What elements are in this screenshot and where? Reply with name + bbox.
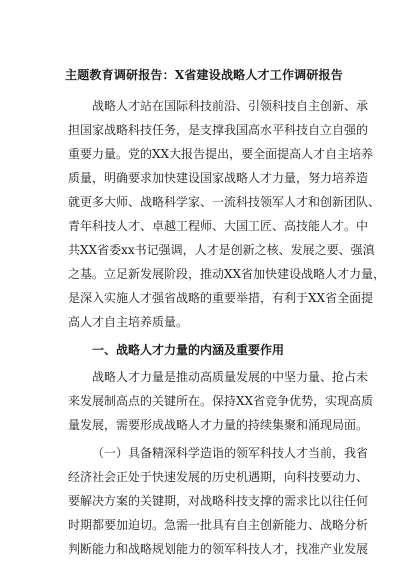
intro-line: 战略人才站在国际科技前沿、引领科技自主创新、承	[92, 99, 369, 113]
section-line: 来发展制高点的关键所在。保持XX省竞争优势，实现高质	[68, 394, 374, 408]
intro-line: 之基。立足新发展阶段，推动XX省加快建设战略人才力量，	[68, 267, 386, 281]
intro-line: 是深入实施人才强省战略的重要举措，有利于XX省全面提	[68, 291, 374, 305]
intro-line: 共XX省委xx书记强调，人才是创新之核、发展之要、强滇	[68, 243, 375, 257]
intro-line: 就更多大师、战略科学家、一流科技领军人才和创新团队、	[68, 195, 381, 209]
section-line: 战略人才力量是推动高质量发展的中坚力量、抢占未	[92, 370, 369, 384]
section-line: 量发展，需要形成战略人才力量的持续集聚和涌现局面。	[68, 418, 369, 432]
subsection-line: 时期都要加迫切。急需一批具有自主创新能力、战略分析	[68, 518, 369, 532]
subsection-line: 经济社会正处于快速发展的历史机遇期，向科技要动力、	[68, 470, 369, 484]
section-heading: 一、战略人才力量的内涵及重要作用	[92, 343, 285, 357]
subsection-line: 要解决方案的关键期，对战略科技支撑的需求比以往任何	[68, 494, 369, 508]
intro-line: 青年科技人才、卓越工程师、大国工匠、高技能人才。中	[68, 219, 369, 233]
intro-line: 重要力量。党的XX大报告提出，要全面提高人才自主培养	[68, 147, 374, 161]
intro-line: 高人才自主培养质量。	[68, 315, 189, 329]
subsection-line: （一）具备精深科学造诣的领军科技人才当前，我省	[92, 446, 369, 460]
intro-line: 质量，明确要求加快建设国家战略人才力量，努力培养造	[68, 171, 369, 185]
intro-line: 担国家战略科技任务，是支撑我国高水平科技自立自强的	[68, 123, 369, 137]
subsection-line: 判断能力和战略规划能力的领军科技人才，找准产业发展	[68, 542, 369, 556]
document-title: 主题教育调研报告：X省建设战略人才工作调研报告	[65, 68, 343, 82]
